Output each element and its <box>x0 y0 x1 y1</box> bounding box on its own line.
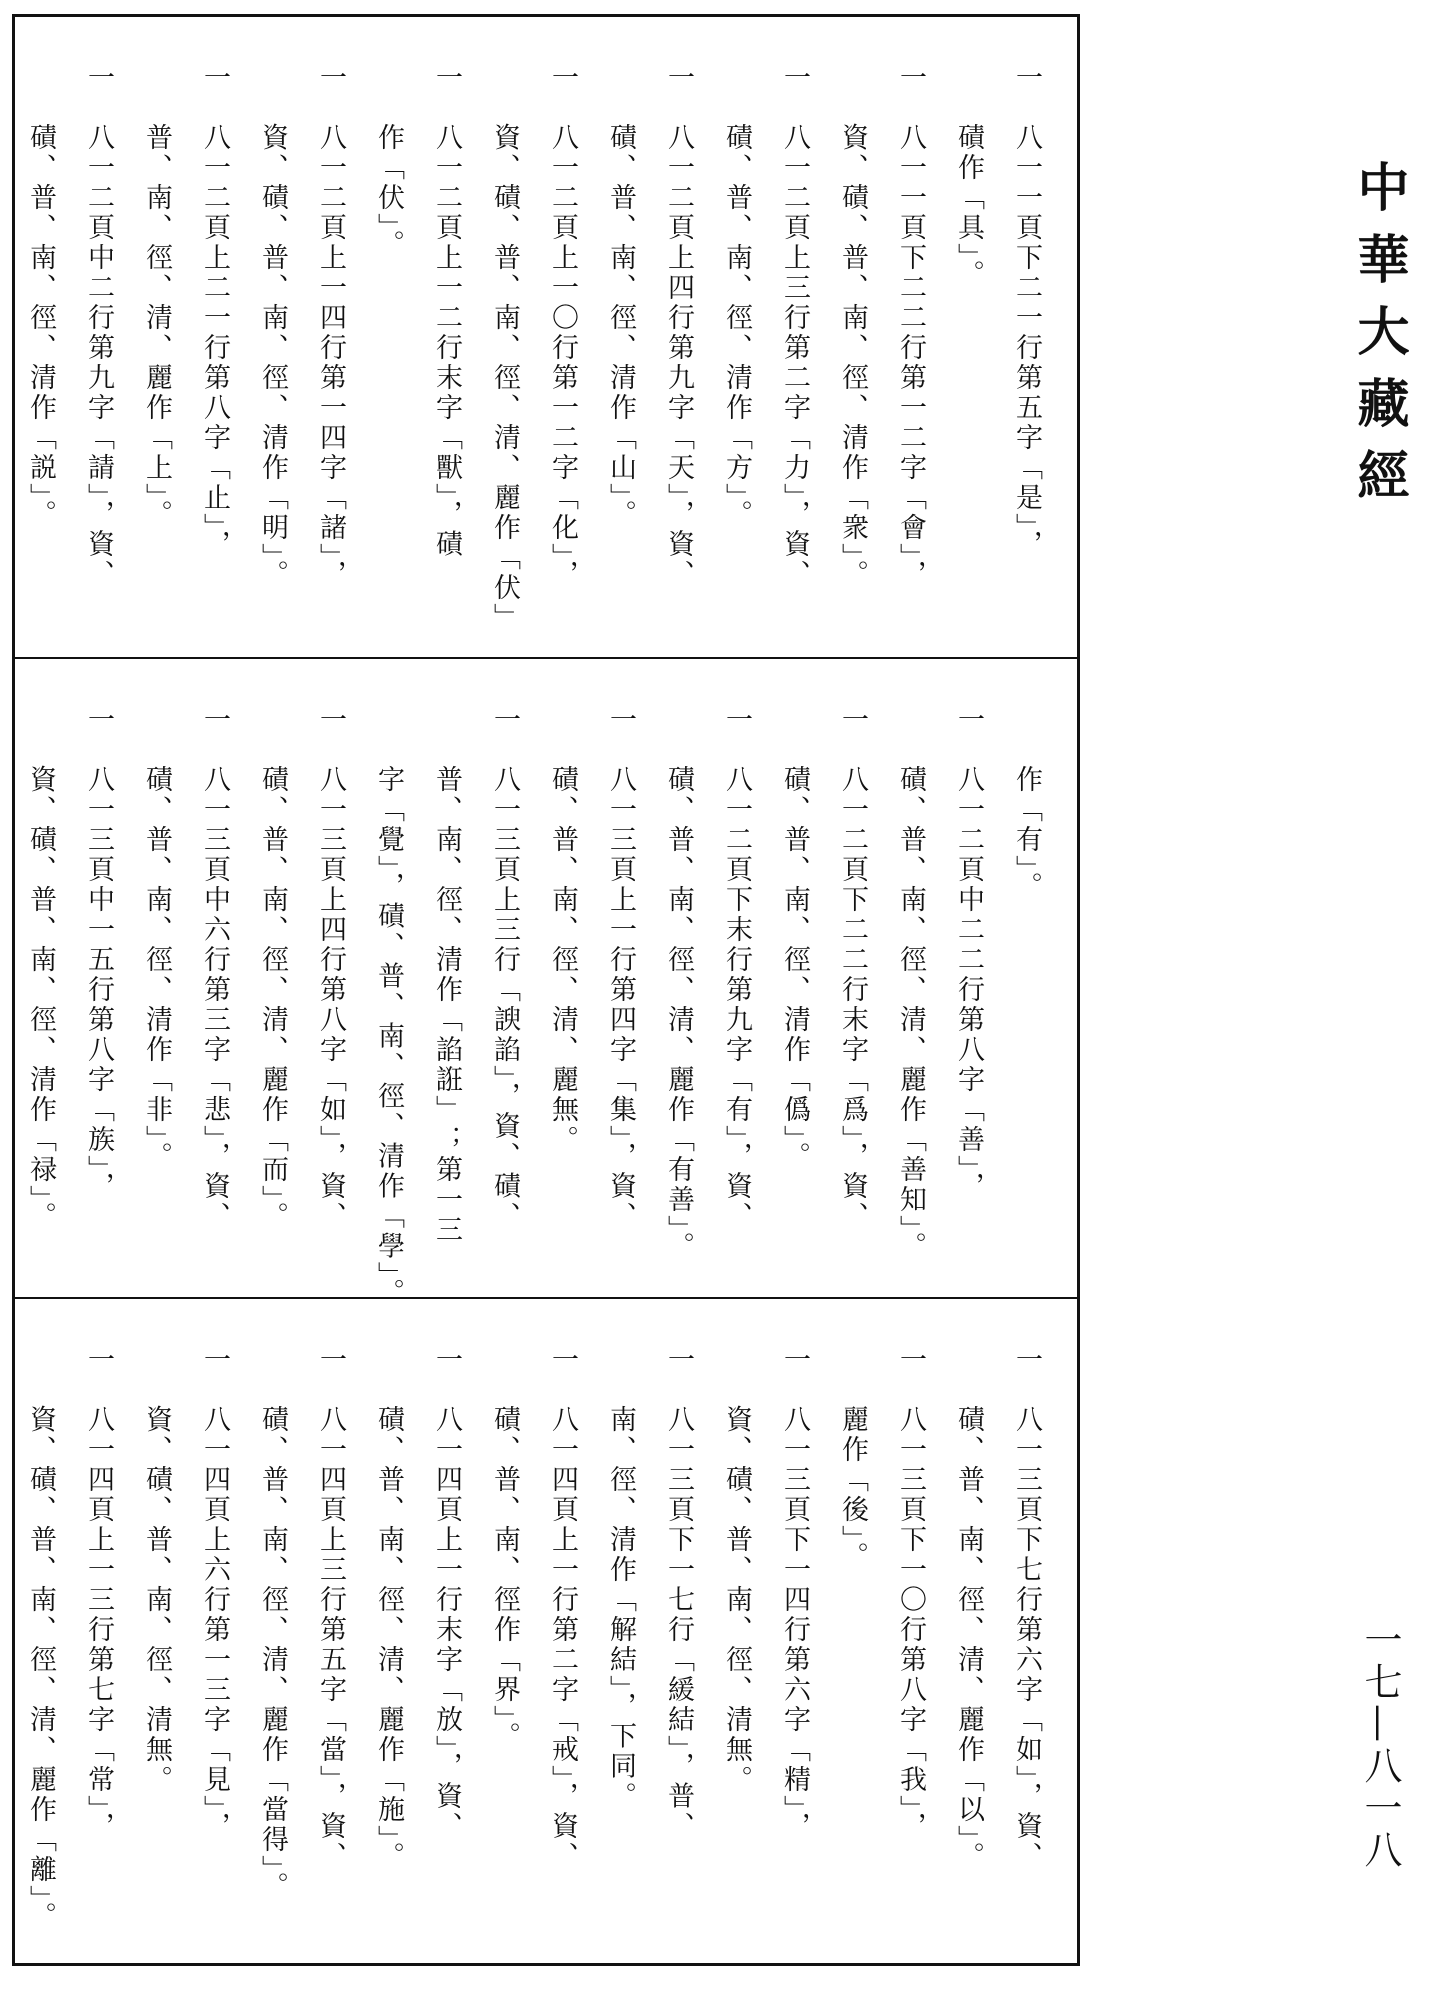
text-column: 磧、普、南、徑作「界」。 <box>489 1345 520 1752</box>
text-column: 資、磧、普、南、徑、清無。 <box>141 1345 172 1795</box>
text-column: 麗作「後」。 <box>837 1345 868 1572</box>
text-panel-2 <box>15 657 1077 1308</box>
text-column: 一 八一三頁下一四行第六字「精」， <box>779 1345 810 1842</box>
text-column: 資、磧、普、南、徑、清作「禄」。 <box>25 705 56 1232</box>
panel-1-columns <box>25 63 1049 643</box>
text-column: 一 八一四頁上一三行第七字「常」， <box>83 1345 114 1842</box>
text-column: 一 八一四頁上一行末字「放」，資、 <box>431 1345 462 1842</box>
text-column: 磧、普、南、徑、清、麗作「而」。 <box>257 705 288 1232</box>
book-title: 中華大藏經 <box>1348 160 1409 520</box>
text-column: 一 八一二頁下末行第九字「有」，資、 <box>721 705 752 1232</box>
text-column: 南、徑、清作「解結」，下同。 <box>605 1345 636 1812</box>
text-column: 一 八一二頁上四行第九字「天」，資、 <box>663 63 694 590</box>
text-column: 資、磧、普、南、徑、清、麗作「離」。 <box>25 1345 56 1932</box>
text-column <box>0 63 5 643</box>
text-panel-3 <box>15 1297 1077 1963</box>
text-column: 一 八一三頁中六行第三字「悲」，資、 <box>199 705 230 1232</box>
text-column: 一 八一二頁中二二行第八字「善」， <box>953 705 984 1202</box>
text-column: 資、磧、普、南、徑、清作「衆」。 <box>837 63 868 590</box>
text-column: 磧、普、南、徑、清、麗無。 <box>547 705 578 1155</box>
text-panel-1 <box>15 17 1077 657</box>
text-column: 磧、普、南、徑、清、麗作「有善」。 <box>663 705 694 1262</box>
text-column <box>0 705 5 1283</box>
text-column: 一 八一三頁下一七行「緩結」，普、 <box>663 1345 694 1842</box>
text-column: 磧、普、南、徑、清作「説」。 <box>25 63 56 530</box>
text-column: 磧、普、南、徑、清、麗作「以」。 <box>953 1345 984 1872</box>
text-column: 一 八一三頁下一〇行第八字「我」， <box>895 1345 926 1842</box>
text-column: 資、磧、普、南、徑、清作「明」。 <box>257 63 288 590</box>
text-column: 一 八一三頁中一五行第八字「族」， <box>83 705 114 1202</box>
text-column: 字「覺」，磧、普、南、徑、清作「學」。 <box>373 705 404 1308</box>
text-column: 一 八一三頁上四行第八字「如」，資、 <box>315 705 346 1232</box>
text-column: 磧、普、南、徑、清作「僞」。 <box>779 705 810 1172</box>
text-column: 一 八一一頁下二一行第五字「是」， <box>1011 63 1042 560</box>
text-column: 普、南、徑、清作「諂誑」；第一三 <box>431 705 462 1245</box>
text-column: 一 八一三頁下七行第六字「如」，資、 <box>1011 1345 1042 1872</box>
text-column: 一 八一四頁上六行第一三字「見」， <box>199 1345 230 1842</box>
text-column: 一 八一三頁上一行第四字「集」，資、 <box>605 705 636 1232</box>
text-column: 一 八一三頁上三行「諛諂」，資、磧、 <box>489 705 520 1232</box>
page-number: 一七—八一八 <box>1358 1620 1402 1872</box>
text-column: 作「伏」。 <box>373 63 404 260</box>
text-column <box>0 1345 5 1949</box>
panel-3-columns <box>25 1345 1049 1949</box>
text-column: 磧作「具」。 <box>953 63 984 290</box>
text-column: 一 八一四頁上一行第二字「戒」，資、 <box>547 1345 578 1872</box>
text-column: 一 八一一頁下二二行第一二字「會」， <box>895 63 926 590</box>
text-column: 作「有」。 <box>1011 705 1042 902</box>
text-column: 資、磧、普、南、徑、清、麗作「伏」 <box>489 63 520 633</box>
text-column: 一 八一二頁下二二行末字「爲」，資、 <box>837 705 868 1232</box>
text-column: 一 八一二頁上二一行第八字「止」， <box>199 63 230 560</box>
text-column: 一 八一二頁中二行第九字「請」，資、 <box>83 63 114 590</box>
text-column: 磧、普、南、徑、清、麗作「當得」。 <box>257 1345 288 1902</box>
page-frame <box>12 14 1080 1966</box>
text-column: 普、南、徑、清、麗作「上」。 <box>141 63 172 530</box>
text-column: 一 八一二頁上一四行第一四字「諸」， <box>315 63 346 590</box>
text-column: 一 八一二頁上一〇行第一二字「化」， <box>547 63 578 590</box>
text-column: 磧、普、南、徑、清作「非」。 <box>141 705 172 1172</box>
panel-2-columns <box>25 705 1049 1308</box>
text-column: 資、磧、普、南、徑、清無。 <box>721 1345 752 1795</box>
text-column: 一 八一二頁上一二行末字「獸」，磧 <box>431 63 462 560</box>
text-column: 磧、普、南、徑、清作「方」。 <box>721 63 752 530</box>
text-column: 磧、普、南、徑、清、麗作「施」。 <box>373 1345 404 1872</box>
text-column: 磧、普、南、徑、清作「山」。 <box>605 63 636 530</box>
text-column: 一 八一二頁上三行第二字「力」，資、 <box>779 63 810 590</box>
text-column: 一 八一四頁上三行第五字「當」，資、 <box>315 1345 346 1872</box>
text-column: 磧、普、南、徑、清、麗作「善知」。 <box>895 705 926 1262</box>
